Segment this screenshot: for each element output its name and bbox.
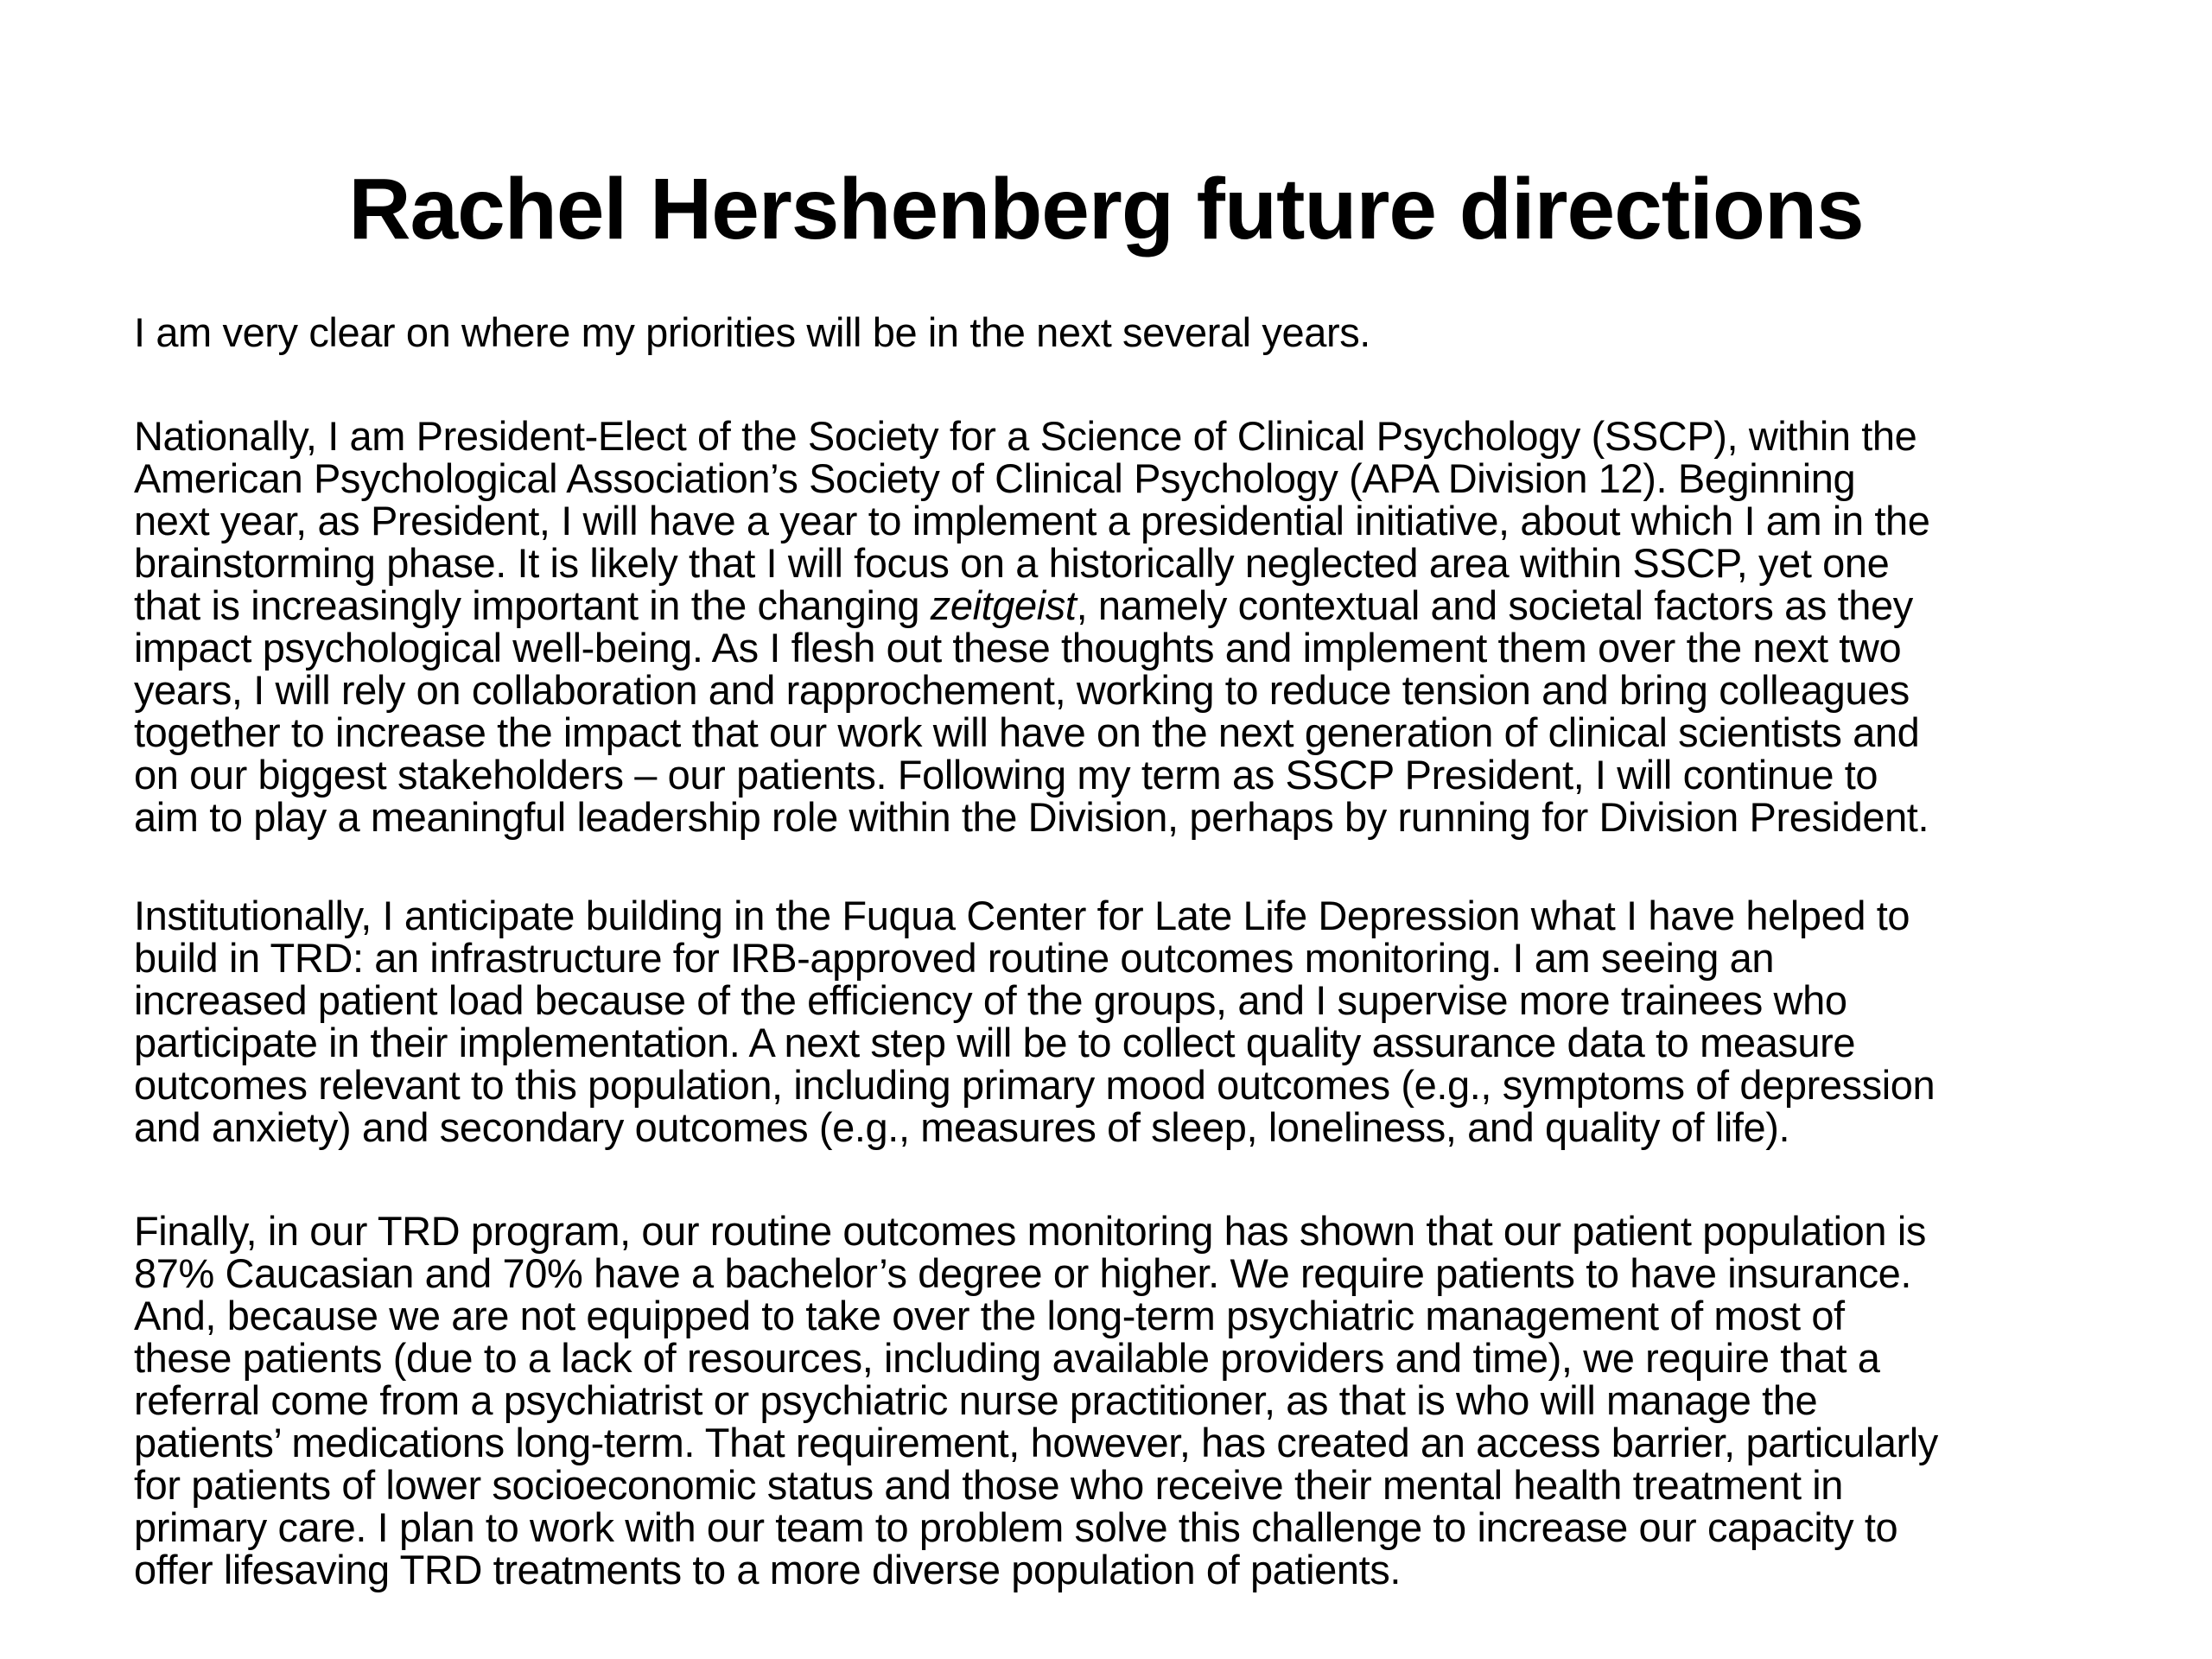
text-line: patients’ medications long-term. That requirement, however, has created an access barrier, particularly [134, 1420, 1938, 1465]
text-line: brainstorming phase. It is likely that I will focus on a historically neglected area within SSCP, yet one [134, 540, 1890, 586]
text-line: participate in their implementation. A next step will be to collect quality assurance data to measure [134, 1020, 1856, 1065]
text-line: aim to play a meaningful leadership role within the Division, perhaps by running for Division President. [134, 794, 1929, 840]
text-line: 87% Caucasian and 70% have a bachelor’s degree or higher. We require patients to have insurance. [134, 1250, 1912, 1296]
text-line: primary care. I plan to work with our team to problem solve this challenge to increase our capacity to [134, 1504, 1898, 1550]
text-line: build in TRD: an infrastructure for IRB-approved routine outcomes monitoring. I am seeing an [134, 935, 1775, 981]
text-line: for patients of lower socioeconomic status and those who receive their mental health treatment in [134, 1462, 1844, 1508]
text-line: these patients (due to a lack of resources, including available providers and time), we require that a [134, 1335, 1880, 1381]
paragraph-institutional [134, 894, 2121, 1148]
text-line: together to increase the impact that our work will have on the next generation of clinical scientists and [134, 709, 1920, 755]
text-line: next year, as President, I will have a year to implement a presidential initiative, about which I am in the [134, 498, 1930, 543]
italic-term: zeitgeist [930, 582, 1077, 628]
paragraph-intro [134, 311, 2121, 353]
text-line: outcomes relevant to this population, including primary mood outcomes (e.g., symptoms of depression [134, 1062, 1936, 1108]
text-line: Institutionally, I anticipate building in the Fuqua Center for Late Life Depression what I have helped to [134, 893, 1910, 938]
text-line: Finally, in our TRD program, our routine outcomes monitoring has shown that our patient population is [134, 1208, 1926, 1254]
text-line: impact psychological well-being. As I flesh out these thoughts and implement them over the next two [134, 625, 1902, 671]
text-line: And, because we are not equipped to take over the long-term psychiatric management of most of [134, 1293, 1845, 1338]
text-line: increased patient load because of the efficiency of the groups, and I supervise more trainees who [134, 977, 1847, 1023]
text-run: that is increasingly important in the changing [134, 582, 931, 628]
text-line: offer lifesaving TRD treatments to a more diverse population of patients. [134, 1547, 1402, 1592]
text-line [134, 584, 2121, 626]
text-line: I am very clear on where my priorities will be in the next several years. [134, 309, 1370, 355]
page-title: Rachel Hershenberg future directions [348, 161, 1864, 257]
text-line: years, I will rely on collaboration and rapprochement, working to reduce tension and bring colleagues [134, 667, 1910, 713]
text-run: , namely contextual and societal factors as they [1076, 582, 1913, 628]
paragraph-trd-program [134, 1210, 2121, 1591]
text-line: American Psychological Association’s Society of Clinical Psychology (APA Division 12). Beginning [134, 455, 1856, 501]
paragraph-national [134, 415, 2121, 838]
text-line: referral come from a psychiatrist or psychiatric nurse practitioner, as that is who will manage the [134, 1377, 1818, 1423]
text-line: and anxiety) and secondary outcomes (e.g., measures of sleep, loneliness, and quality of life). [134, 1104, 1790, 1150]
text-line: on our biggest stakeholders – our patients. Following my term as SSCP President, I will continue to [134, 752, 1878, 798]
text-line: Nationally, I am President-Elect of the Society for a Science of Clinical Psychology (SSCP), within the [134, 413, 1917, 459]
